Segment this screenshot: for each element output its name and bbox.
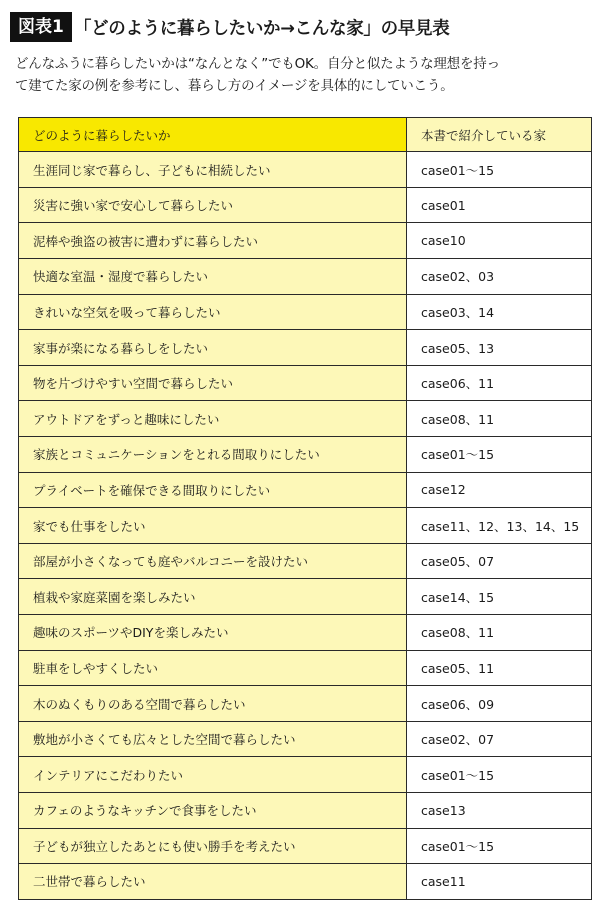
intro-line-1: どんなふうに暮らしたいかは“なんとなく”でもOK。自分と似たような理想を持っ bbox=[15, 56, 500, 72]
table-row bbox=[19, 508, 592, 544]
table-row bbox=[19, 223, 592, 259]
column-header-wish: どのように暮らしたいか bbox=[19, 118, 407, 152]
table-row bbox=[19, 294, 592, 330]
table-row bbox=[19, 828, 592, 864]
wish-cell: 家族とコミュニケーションをとれる間取りにしたい bbox=[19, 437, 407, 473]
cases-cell: case01 bbox=[407, 187, 592, 223]
wish-cell: 子どもが独立したあとにも使い勝手を考えたい bbox=[19, 828, 407, 864]
wish-cell: 生涯同じ家で暮らし、子どもに相続したい bbox=[19, 152, 407, 188]
wish-cell: 趣味のスポーツやDIYを楽しみたい bbox=[19, 615, 407, 651]
table-row bbox=[19, 721, 592, 757]
table-row bbox=[19, 152, 592, 188]
table-row bbox=[19, 792, 592, 828]
cases-cell: case06、11 bbox=[407, 365, 592, 401]
wish-cell: アウトドアをずっと趣味にしたい bbox=[19, 401, 407, 437]
wish-cell: 家事が楽になる暮らしをしたい bbox=[19, 330, 407, 366]
cases-cell: case06、09 bbox=[407, 686, 592, 722]
wish-cell: カフェのようなキッチンで食事をしたい bbox=[19, 792, 407, 828]
cases-cell: case14、15 bbox=[407, 579, 592, 615]
table-row bbox=[19, 472, 592, 508]
table-row bbox=[19, 543, 592, 579]
cases-cell: case12 bbox=[407, 472, 592, 508]
table-header-row bbox=[19, 118, 592, 152]
cases-cell: case05、11 bbox=[407, 650, 592, 686]
table-row bbox=[19, 579, 592, 615]
cases-cell: case10 bbox=[407, 223, 592, 259]
wish-cell: 快適な室温・湿度で暮らしたい bbox=[19, 259, 407, 295]
cases-cell: case11 bbox=[407, 864, 592, 900]
lookup-table bbox=[18, 117, 592, 900]
column-header-cases: 本書で紹介している家 bbox=[407, 118, 592, 152]
table-body bbox=[19, 152, 592, 899]
cases-cell: case03、14 bbox=[407, 294, 592, 330]
wish-cell: 家でも仕事をしたい bbox=[19, 508, 407, 544]
wish-cell: きれいな空気を吸って暮らしたい bbox=[19, 294, 407, 330]
wish-cell: 災害に強い家で安心して暮らしたい bbox=[19, 187, 407, 223]
wish-cell: 部屋が小さくなっても庭やバルコニーを設けたい bbox=[19, 543, 407, 579]
wish-cell: インテリアにこだわりたい bbox=[19, 757, 407, 793]
wish-cell: 木のぬくもりのある空間で暮らしたい bbox=[19, 686, 407, 722]
table-row bbox=[19, 259, 592, 295]
wish-cell: 物を片づけやすい空間で暮らしたい bbox=[19, 365, 407, 401]
cases-cell: case05、07 bbox=[407, 543, 592, 579]
figure-badge: 図表1 bbox=[10, 12, 72, 42]
table-row bbox=[19, 615, 592, 651]
cases-cell: case05、13 bbox=[407, 330, 592, 366]
intro-text bbox=[15, 53, 600, 97]
table-row bbox=[19, 437, 592, 473]
wish-cell: プライベートを確保できる間取りにしたい bbox=[19, 472, 407, 508]
table-row bbox=[19, 650, 592, 686]
figure-title: 「どのように暮らしたいか→こんな家」の早見表 bbox=[73, 18, 450, 39]
table-row bbox=[19, 686, 592, 722]
wish-cell: 二世帯で暮らしたい bbox=[19, 864, 407, 900]
intro-line-2: て建てた家の例を参考にし、暮らし方のイメージを具体的にしていこう。 bbox=[15, 78, 454, 94]
figure-header bbox=[10, 12, 449, 42]
cases-cell: case02、03 bbox=[407, 259, 592, 295]
wish-cell: 植栽や家庭菜園を楽しみたい bbox=[19, 579, 407, 615]
cases-cell: case02、07 bbox=[407, 721, 592, 757]
cases-cell: case08、11 bbox=[407, 401, 592, 437]
wish-cell: 泥棒や強盗の被害に遭わずに暮らしたい bbox=[19, 223, 407, 259]
table-row bbox=[19, 330, 592, 366]
wish-cell: 敷地が小さくても広々とした空間で暮らしたい bbox=[19, 721, 407, 757]
table-row bbox=[19, 864, 592, 900]
table-row bbox=[19, 401, 592, 437]
cases-cell: case01〜15 bbox=[407, 437, 592, 473]
cases-cell: case08、11 bbox=[407, 615, 592, 651]
cases-cell: case01〜15 bbox=[407, 828, 592, 864]
wish-cell: 駐車をしやすくしたい bbox=[19, 650, 407, 686]
cases-cell: case01〜15 bbox=[407, 152, 592, 188]
table-row bbox=[19, 757, 592, 793]
cases-cell: case13 bbox=[407, 792, 592, 828]
cases-cell: case01〜15 bbox=[407, 757, 592, 793]
table-row bbox=[19, 365, 592, 401]
cases-cell: case11、12、13、14、15 bbox=[407, 508, 592, 544]
table-row bbox=[19, 187, 592, 223]
